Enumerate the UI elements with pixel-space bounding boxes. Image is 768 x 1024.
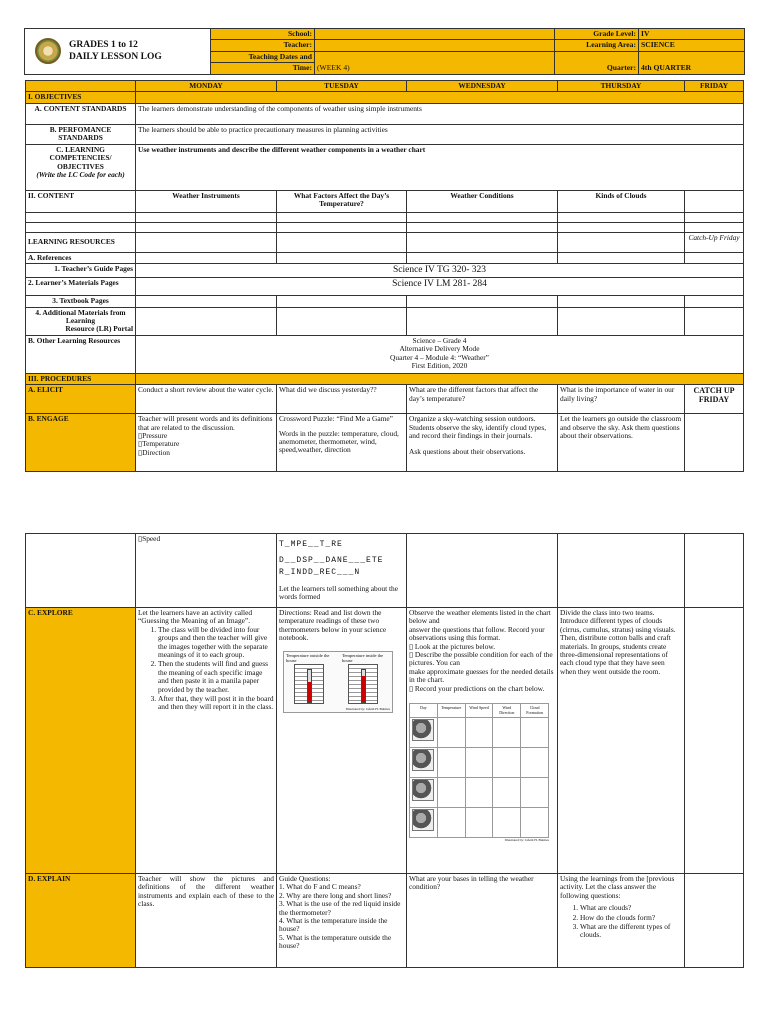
catch-up-friday-label: Catch-Up Friday [685, 232, 744, 252]
explain-thursday: Using the learnings from the [previous activity. Let the class answer the following questions: 1. What are clouds? 2. How do the clouds form? 3. What are the different types of clouds. [558, 874, 685, 968]
teacher-value [315, 40, 555, 51]
references-label: A. References [26, 252, 136, 263]
content-standards-text: The learners demonstrate understanding of the components of weather using simple instruments [136, 103, 744, 124]
elicit-wednesday: What are the different factors that affect the day’s temperature? [407, 385, 558, 414]
weather-chart-table [409, 703, 549, 838]
engage-monday-cont: ▯Speed [136, 534, 277, 608]
content-thursday: Kinds of Clouds [558, 190, 685, 212]
chart-credit: Illustrated by: Jafeth H. Balmes [504, 838, 549, 843]
weather-picture-icon [412, 719, 434, 741]
learning-resources-label: LEARNING RESOURCES [26, 232, 136, 252]
dates-label: Teaching Dates and [211, 51, 315, 62]
engage-wednesday: Organize a sky-watching session outdoors. Students observe the sky, identify cloud types, and record their findings in their journals. Ask questions about their observations. [407, 414, 558, 472]
elicit-monday: Conduct a short review about the water cycle. [136, 385, 277, 414]
lm-label: 2. Learner’s Materials Pages [26, 278, 136, 296]
other-resources-text: Science – Grade 4 Alternative Delivery Mode Quarter 4 – Module 4: “Weather” First Edition, 2020 [136, 335, 744, 373]
performance-standards-text: The learners should be able to practice precautionary measures in planning activities [136, 124, 744, 144]
explain-label: D. EXPLAIN [26, 874, 136, 968]
explain-wednesday: What are your bases in telling the weather condition? [407, 874, 558, 968]
quarter-label-cell: Quarter: [555, 51, 639, 74]
day-tuesday: TUESDAY [277, 81, 407, 92]
textbook-label: 3. Textbook Pages [26, 296, 136, 307]
time-label: Time: [211, 63, 315, 74]
explain-tuesday: Guide Questions: 1. What do F and C means? 2. Why are there long and short lines? 3. What is the use of the red liquid inside the thermometer? 4. What is the temperature inside the house? 5. What is the temperature outside the house? [277, 874, 407, 968]
chart-col-wind-speed: Wind Speed [465, 704, 493, 718]
competencies-label: C. LEARNING COMPETENCIES/ OBJECTIVES (Write the LC Code for each) [26, 144, 136, 190]
grade-value: IV [639, 29, 745, 40]
content-tuesday: What Factors Affect the Day’s Temperature? [277, 190, 407, 212]
content-label: II. CONTENT [26, 190, 136, 212]
engage-tuesday-cont: T_MPE__T_RE D__DSP__DANE___ETE R_INDD_REC___N Let the learners tell something about the words formed [277, 534, 407, 608]
school-value [315, 29, 555, 40]
content-monday: Weather Instruments [136, 190, 277, 212]
weather-picture-icon [412, 749, 434, 771]
objectives-heading: I. OBJECTIVES [26, 92, 136, 103]
area-value: SCIENCE [639, 40, 745, 51]
week-value: (WEEK 4) [315, 51, 555, 74]
lm-value: Science IV LM 281- 284 [136, 278, 744, 296]
thermometer-inside-icon [348, 664, 378, 704]
deped-seal-icon [35, 38, 61, 64]
explore-monday: Let the learners have an activity called “Guessing the Meaning of an Image”. 1. The class will be divided into four groups and then the teacher will give the images together with the separate meanings of it to each group. 2. Then the students will find and guess the meaning of each specific image and then paste it in a manila paper provided by the teacher. 3. After that, they will post it in the board and then they will report it in the class. [136, 608, 277, 874]
day-monday: MONDAY [136, 81, 277, 92]
engage-thursday: Let the learners go outside the classroom and observe the sky. Ask them questions about their observations. [558, 414, 685, 472]
engage-label: B. ENGAGE [26, 414, 136, 472]
grade-label: Grade Level: [555, 29, 639, 40]
tg-value: Science IV TG 320- 323 [136, 264, 744, 278]
chart-col-temperature: Temperature [437, 704, 465, 718]
weather-picture-icon [412, 809, 434, 831]
dll-table-page2 [0, 533, 768, 968]
header-logo-cell [25, 29, 211, 75]
day-wednesday: WEDNESDAY [407, 81, 558, 92]
chart-col-day: Day [410, 704, 438, 718]
header [0, 28, 768, 75]
tg-label: 1. Teacher’s Guide Pages [26, 264, 136, 278]
day-friday: FRIDAY [685, 81, 744, 92]
elicit-tuesday: What did we discuss yesterday?? [277, 385, 407, 414]
explore-thursday: Divide the class into two teams. Introduce different types of clouds (cirrus, cumulus, stratus) using visuals. Then, distribute cotton balls and craft materials. In groups, students create three-dimensional representations of each cloud type that they have seen when they went outside the room. [558, 608, 685, 874]
content-wednesday: Weather Conditions [407, 190, 558, 212]
quarter-value: 4th QUARTER [639, 51, 745, 74]
area-label: Learning Area: [555, 40, 639, 51]
chart-col-cloud-formation: Cloud Formation [521, 704, 549, 718]
school-label: School: [211, 29, 315, 40]
thermometer-outside-icon [294, 664, 324, 704]
content-standards-label: A. CONTENT STANDARDS [26, 103, 136, 124]
explore-tuesday: Directions: Read and list down the temperature readings of these two thermometers below in your science notebook. Temperature outside the house Temperature inside the house Illustrated by: Jafeth H. Balmes [277, 608, 407, 874]
elicit-friday: CATCH UP FRIDAY [685, 385, 744, 414]
dll-table-page1 [0, 80, 768, 472]
competencies-text: Use weather instruments and describe the different weather components in a weather chart [136, 144, 744, 190]
engage-monday: Teacher will present words and its definitions that are related to the discussion. ▯Pressure ▯Temperature ▯Direction [136, 414, 277, 472]
engage-tuesday: Crossword Puzzle: “Find Me a Game” Words in the puzzle: temperature, cloud, anemometer, thermometer, wind, speed,weather, direction [277, 414, 407, 472]
other-resources-label: B. Other Learning Resources [26, 335, 136, 373]
additional-materials-label: 4. Additional Materials from Learning Resource (LR) Portal [26, 307, 136, 335]
elicit-label: A. ELICIT [26, 385, 136, 414]
thermometer-illustration: Temperature outside the house Temperature inside the house Illustrated by: Jafeth H. Balmes [283, 651, 393, 713]
day-thursday: THURSDAY [558, 81, 685, 92]
performance-standards-label: B. PERFOMANCE STANDARDS [26, 124, 136, 144]
weather-picture-icon [412, 779, 434, 801]
procedures-heading: III. PROCEDURES [26, 373, 136, 384]
teacher-label: Teacher: [211, 40, 315, 51]
weather-chart [409, 703, 549, 853]
explain-monday: Teacher will show the pictures and definitions of the different weather instruments and explain each of these to the class. [136, 874, 277, 968]
elicit-thursday: What is the importance of water in our daily living? [558, 385, 685, 414]
title-line1: GRADES 1 to 12 [69, 40, 138, 51]
chart-col-wind-direction: Wind Direction [493, 704, 521, 718]
explore-wednesday: Observe the weather elements listed in the chart below and answer the questions that follow. Record your observations using this format. ▯ Look at the pictures below. ▯ Describe the possible condition for each of the pictures. You can make approximate guesses for the needed details in the chart. ▯ Record your predictions on the chart below. Day Temperature Wind Speed Wind Direction Cloud Formation Illustrated by: Jafeth H. Balmes [407, 608, 558, 874]
days-row [26, 81, 744, 92]
title-line2: DAILY LESSON LOG [69, 52, 162, 63]
explore-label: C. EXPLORE [26, 608, 136, 874]
